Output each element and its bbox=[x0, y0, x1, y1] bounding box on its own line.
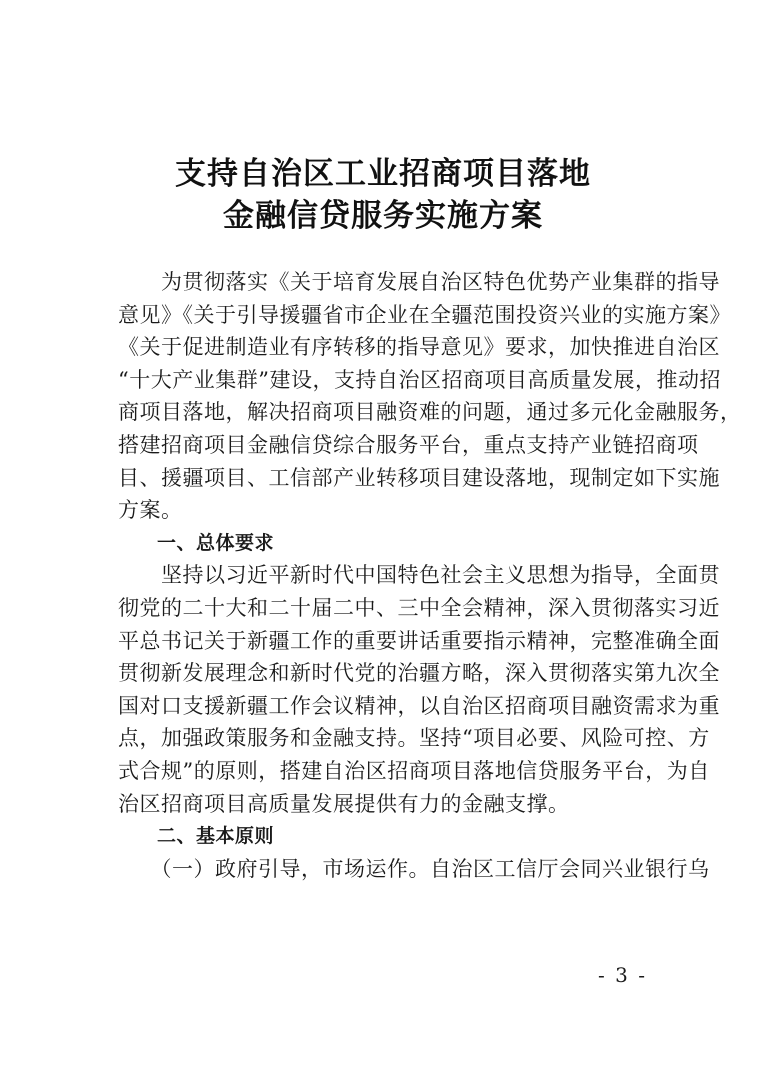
paragraph-line: 为贯彻落实《关于培育发展自治区特色优势产业集群的指导 bbox=[118, 270, 720, 294]
document-title-line-1: 支持自治区工业招商项目落地 bbox=[175, 156, 591, 192]
paragraph-line: 国对口支援新疆工作会议精神，以自治区招商项目融资需求为重 bbox=[118, 693, 720, 718]
document-body bbox=[118, 266, 742, 885]
paragraph-line: 彻党的二十大和二十届二中、三中全会精神，深入贯彻落实习近 bbox=[118, 595, 720, 620]
paragraph-line: 目、援疆项目、工信部产业转移项目建设落地，现制定如下实施 bbox=[118, 465, 720, 490]
paragraph-line: 方案。 bbox=[118, 498, 183, 523]
paragraph-line: 商项目落地，解决招商项目融资难的问题，通过多元化金融服务， bbox=[118, 400, 742, 425]
paragraph-line: 《关于促进制造业有序转移的指导意见》要求，加快推进自治区 bbox=[118, 335, 720, 360]
paragraph-line: 点，加强政策服务和金融支持。坚持“项目必要、风险可控、方 bbox=[118, 726, 710, 751]
paragraph-line: “十大产业集群”建设，支持自治区招商项目高质量发展，推动招 bbox=[118, 367, 721, 392]
paragraph-line: 贯彻新发展理念和新时代党的治疆方略，深入贯彻落实第九次全 bbox=[118, 661, 720, 686]
paragraph-line: 治区招商项目高质量发展提供有力的金融支撑。 bbox=[118, 791, 570, 816]
paragraph-line: （一）政府引导，市场运作。自治区工信厅会同兴业银行乌 bbox=[118, 856, 710, 881]
paragraph-line: 平总书记关于新疆工作的重要讲话重要指示精神，完整准确全面 bbox=[118, 628, 720, 653]
paragraph-line: 搭建招商项目金融信贷综合服务平台，重点支持产业链招商项 bbox=[118, 432, 699, 457]
paragraph-line: 坚持以习近平新时代中国特色社会主义思想为指导，全面贯 bbox=[118, 563, 720, 588]
page-number: - 3 - bbox=[598, 963, 647, 987]
document-title-line-2: 金融信贷服务实施方案 bbox=[223, 198, 543, 234]
section-heading-basic-principles: 二、基本原则 bbox=[118, 825, 275, 848]
paragraph-line: 式合规”的原则，搭建自治区招商项目落地信贷服务平台，为自 bbox=[118, 758, 710, 783]
paragraph-line: 意见》《关于引导援疆省市企业在全疆范围投资兴业的实施方案》 bbox=[118, 302, 731, 327]
section-heading-general-requirements: 一、总体要求 bbox=[118, 531, 275, 554]
